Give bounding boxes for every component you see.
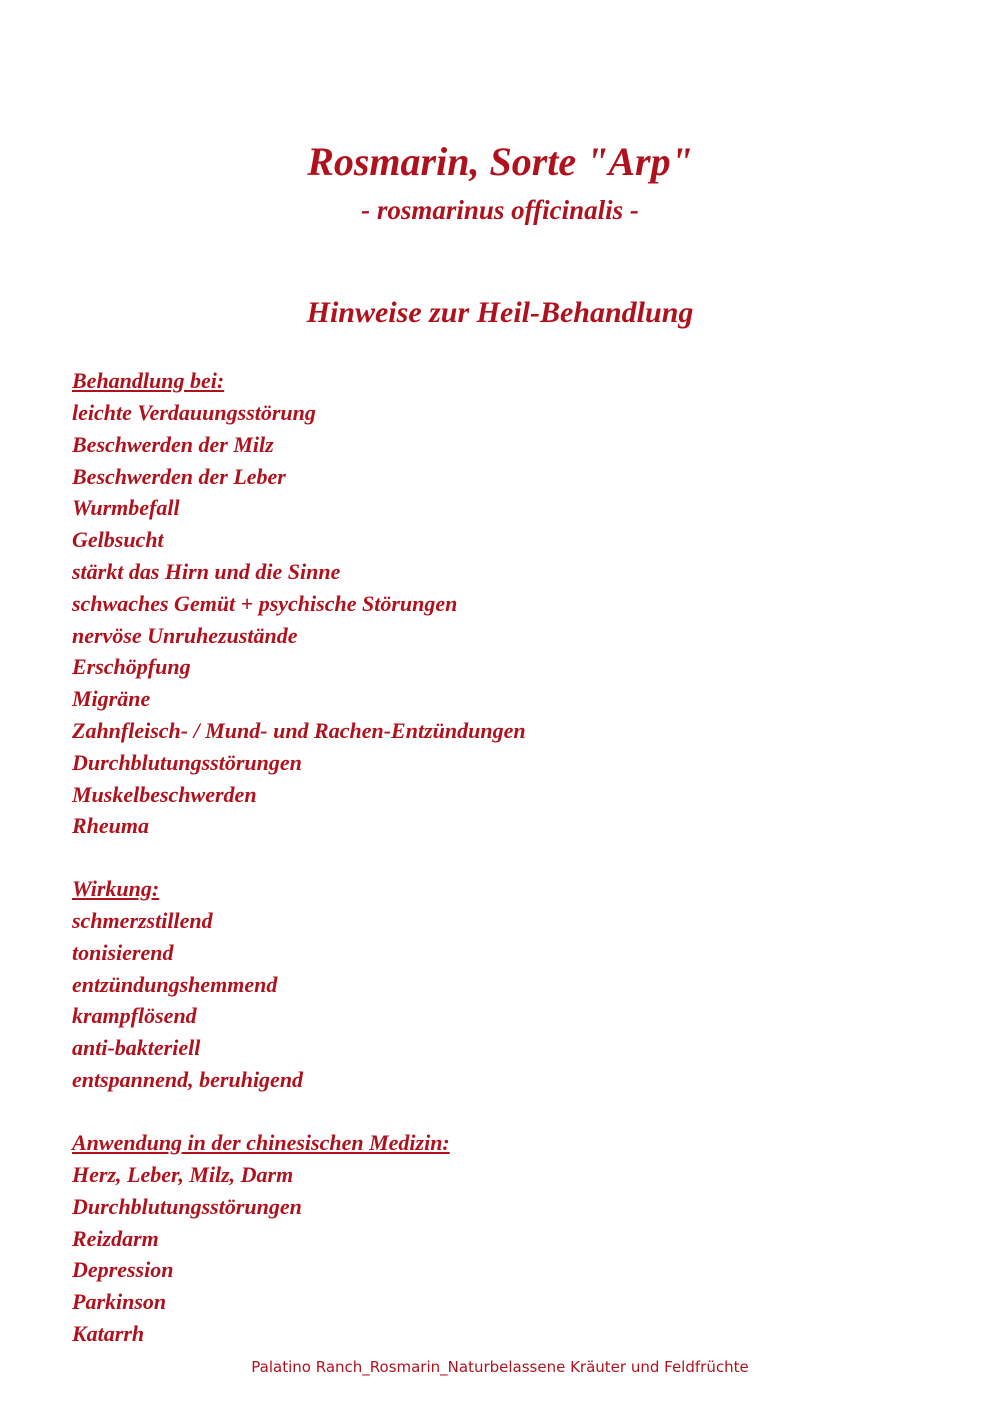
list-item: Muskelbeschwerden — [72, 781, 257, 807]
page-title: Rosmarin, Sorte "Arp" — [307, 139, 693, 184]
section-label-chinese-medicine: Anwendung in der chinesischen Medizin: — [72, 1130, 450, 1155]
list-item: nervöse Unruhezustände — [72, 622, 298, 648]
treatment-heading: Hinweise zur Heil-Behandlung — [306, 296, 694, 329]
list-item: entspannend, beruhigend — [72, 1066, 304, 1092]
list-item: Beschwerden der Milz — [72, 431, 274, 457]
treatment-list — [72, 397, 932, 842]
section-label-treatment: Behandlung bei: — [72, 368, 225, 393]
list-item: Herz, Leber, Milz, Darm — [72, 1162, 294, 1187]
chinese-medicine-list — [72, 1159, 932, 1350]
list-item: Durchblutungsstörungen — [72, 749, 302, 775]
section-label-effect: Wirkung: — [72, 876, 160, 901]
list-item: schwaches Gemüt + psychische Störungen — [72, 590, 458, 616]
list-item: Gelbsucht — [72, 527, 164, 553]
list-item: tonisierend — [72, 939, 174, 965]
page-footer: Palatino Ranch_Rosmarin_Naturbelassene Kräuter und Feldfrüchte — [251, 1358, 749, 1376]
list-item: krampflösend — [72, 1003, 197, 1029]
list-item: Beschwerden der Leber — [72, 463, 286, 489]
page-subtitle: - rosmarinus officinalis - — [361, 195, 639, 225]
list-item: Parkinson — [72, 1289, 167, 1315]
list-item: anti-bakteriell — [72, 1035, 201, 1061]
list-item: Reizdarm — [72, 1225, 159, 1251]
list-item: Rheuma — [72, 813, 150, 839]
list-item: Durchblutungsstörungen — [72, 1193, 302, 1219]
section-effect — [72, 873, 932, 1096]
section-treatment — [72, 365, 932, 842]
list-item: entzündungshemmend — [72, 971, 278, 997]
list-item: Zahnfleisch- / Mund- und Rachen-Entzündungen — [72, 717, 526, 743]
effect-list — [72, 905, 932, 1096]
list-item: schmerzstillend — [72, 908, 213, 933]
list-item: Erschöpfung — [72, 654, 191, 680]
list-item: Migräne — [72, 686, 151, 712]
section-chinese-medicine — [72, 1127, 932, 1350]
list-item: Katarrh — [72, 1320, 145, 1346]
list-item: stärkt das Hirn und die Sinne — [72, 558, 341, 584]
list-item: Depression — [72, 1257, 174, 1283]
list-item: leichte Verdauungsstörung — [72, 400, 316, 425]
list-item: Wurmbefall — [72, 495, 180, 521]
